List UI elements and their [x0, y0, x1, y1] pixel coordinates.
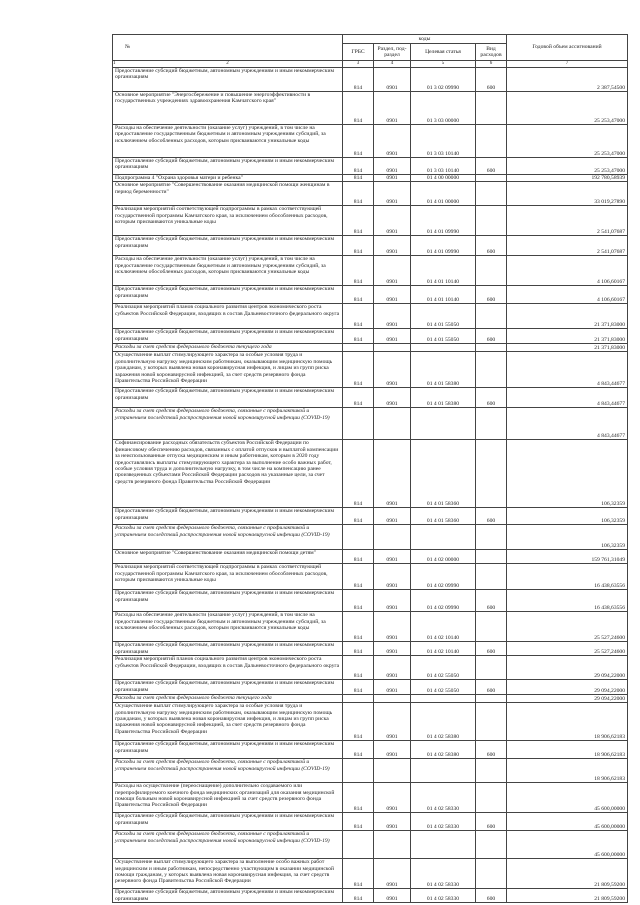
row-name: Расходы за счет средств федерального бюджета, связанные с профилактикой и устранением последствий распространения новой коронавирусной инфекции (COVID-19): [113, 831, 343, 859]
row-name: Осуществление выплат стимулирующего характера за выполнение особо важных работ медицинским и иным работникам, непосредственно участвующим в оказании медицинской помощи гражданам, у которых выявлена новая коронавирусная инфекция, за счет средств резервного фонда Правительства Российской Федерации: [113, 859, 343, 889]
row-sum: 4 106,60167: [507, 256, 628, 286]
row-expense-type: [476, 206, 507, 236]
row-expense-type: 600: [476, 680, 507, 695]
row-expense-type: [476, 695, 507, 703]
table-row: [113, 525, 628, 550]
row-sum: 18 906,62183: [507, 703, 628, 741]
row-expense-type: [476, 256, 507, 286]
budget-table-page: [112, 34, 627, 903]
row-target-article: 01 4 02 58330: [411, 889, 476, 903]
row-expense-type: [476, 352, 507, 388]
table-row: [113, 813, 628, 831]
row-name: Расходы за счет средств федерального бюджета текущего года: [113, 695, 343, 703]
row-expense-type: 600: [476, 508, 507, 525]
row-sum: 21 809,59200: [507, 859, 628, 889]
table-row: [113, 695, 628, 703]
row-expense-type: 600: [476, 590, 507, 612]
table-row: [113, 440, 628, 508]
row-sum: 4 843,44677: [507, 408, 628, 440]
column-number: 3: [343, 61, 374, 68]
row-target-article: 01 3 02 09990: [411, 68, 476, 92]
row-name: Основное мероприятие "Энергосбережение и повышение энергоэффективности в государственных учреждениях здравоохранения Камчатского края": [113, 92, 343, 125]
row-grbs: 814: [343, 175, 374, 182]
column-numbers-row: [113, 61, 628, 68]
row-expense-type: [476, 92, 507, 125]
table-row: [113, 590, 628, 612]
row-expense-type: [476, 125, 507, 158]
row-target-article: 01 4 02 58380: [411, 741, 476, 759]
table-row: [113, 206, 628, 236]
row-name: Предоставление субсидий бюджетным, автономным учреждениям и иным некоммерческим организациям: [113, 741, 343, 759]
row-name: Реализация мероприятий планов социального развития центров экономического роста субъектов Российской Федерации, входящих в состав Дальневосточного федерального округа: [113, 304, 343, 329]
row-razdel: 0901: [374, 68, 411, 92]
row-grbs: 814: [343, 68, 374, 92]
row-razdel: [374, 695, 411, 703]
row-razdel: 0901: [374, 813, 411, 831]
table-row: [113, 612, 628, 642]
table-row: [113, 550, 628, 564]
row-expense-type: 600: [476, 642, 507, 656]
row-sum: 4 843,44677: [507, 388, 628, 408]
row-sum: 45 600,00000: [507, 813, 628, 831]
row-expense-type: [476, 612, 507, 642]
row-sum: 18 906,62183: [507, 759, 628, 783]
row-sum: 21 371,83000: [507, 344, 628, 352]
row-razdel: 0901: [374, 550, 411, 564]
row-expense-type: [476, 783, 507, 813]
table-row: [113, 741, 628, 759]
column-number: 2: [113, 61, 343, 68]
row-grbs: 814: [343, 125, 374, 158]
row-grbs: 814: [343, 158, 374, 175]
row-target-article: 01 4 01 58380: [411, 352, 476, 388]
row-target-article: 01 4 02 58330: [411, 813, 476, 831]
row-razdel: 0901: [374, 783, 411, 813]
row-sum: 2 541,07687: [507, 206, 628, 236]
row-sum: 45 600,00000: [507, 783, 628, 813]
row-sum: 29 094,22000: [507, 680, 628, 695]
table-row: [113, 656, 628, 680]
row-sum: 29 094,22000: [507, 695, 628, 703]
row-sum: 106,32359: [507, 525, 628, 550]
row-grbs: 814: [343, 550, 374, 564]
row-name: Предоставление субсидий бюджетным, автономным учреждениям и иным некоммерческим организациям: [113, 388, 343, 408]
row-grbs: [343, 695, 374, 703]
row-grbs: [343, 344, 374, 352]
row-sum: 192 780,58939: [507, 175, 628, 182]
budget-table: [112, 34, 628, 903]
table-body: [113, 68, 628, 903]
row-name: Предоставление субсидий бюджетным, автономным учреждениям и иным некоммерческим организациям: [113, 680, 343, 695]
row-name: Осуществление выплат стимулирующего характера за особые условия труда и дополнительную нагрузку медицинским работникам, оказывающим медицинскую помощь гражданам, у которых выявлена новая коронавирусная инфекция, и лицам из групп риска заражения новой коронавирусной инфекцией, за счет средств резервного фонда Правительства Российской Федерации: [113, 352, 343, 388]
row-razdel: 0901: [374, 92, 411, 125]
row-target-article: [411, 344, 476, 352]
row-expense-type: 600: [476, 813, 507, 831]
row-grbs: 814: [343, 783, 374, 813]
row-grbs: 814: [343, 612, 374, 642]
row-razdel: 0901: [374, 175, 411, 182]
row-razdel: [374, 525, 411, 550]
row-sum: 21 371,83000: [507, 304, 628, 329]
row-index-number: 1: [113, 61, 116, 66]
row-razdel: 0901: [374, 206, 411, 236]
row-expense-type: 600: [476, 889, 507, 903]
row-expense-type: [476, 408, 507, 440]
row-target-article: 01 4 01 55050: [411, 329, 476, 344]
row-razdel: 0901: [374, 703, 411, 741]
row-name: Предоставление субсидий бюджетным, автономным учреждениям и иным некоммерческим организациям: [113, 642, 343, 656]
row-target-article: 01 4 02 10140: [411, 612, 476, 642]
row-expense-type: [476, 182, 507, 206]
row-razdel: 0901: [374, 680, 411, 695]
row-grbs: 814: [343, 256, 374, 286]
row-name: Расходы за счет средств федерального бюджета текущего года: [113, 344, 343, 352]
row-sum: 2 387,54500: [507, 68, 628, 92]
row-expense-type: 600: [476, 236, 507, 256]
table-row: [113, 889, 628, 903]
row-razdel: [374, 831, 411, 859]
table-row: [113, 304, 628, 329]
row-sum: 25 253,47000: [507, 125, 628, 158]
row-sum: 25 253,47000: [507, 92, 628, 125]
row-name: Расходы за счет средств федерального бюджета, связанные с профилактикой и устранением последствий распространения новой коронавирусной инфекции (COVID-19): [113, 759, 343, 783]
row-sum: 18 906,62183: [507, 741, 628, 759]
row-expense-type: [476, 304, 507, 329]
row-name: Предоставление субсидий бюджетным, автономным учреждениям и иным некоммерческим организациям: [113, 508, 343, 525]
row-razdel: 0901: [374, 508, 411, 525]
row-sum: 29 094,22000: [507, 656, 628, 680]
row-target-article: 01 3 03 10140: [411, 158, 476, 175]
row-razdel: 0901: [374, 236, 411, 256]
row-name: Реализация мероприятий планов социального развития центров экономического роста субъектов Российской Федерации, входящих в состав Дальневосточного федерального округа: [113, 656, 343, 680]
table-row: [113, 92, 628, 125]
row-name: Софинансирование расходных обязательств субъектов Российской Федерации по финансовому обеспечению расходов, связанных с оплатой отпусков и выплатой компенсации за неиспользованные отпуска медицинским и иным работникам, которым в 2020 году предоставлялись выплаты стимулирующего характера за выполнение особо важных работ, особые условия труда и дополнительную нагрузку, в том числе на компенсацию ранее произведенных субъектами Российской Федерации расходов на указанные цели, за счет средств резервного фонда Правительства Российской Федерации: [113, 440, 343, 508]
row-target-article: [411, 759, 476, 783]
row-grbs: 814: [343, 703, 374, 741]
table-row: [113, 408, 628, 440]
row-name: Предоставление субсидий бюджетным, автономным учреждениям и иным некоммерческим организациям: [113, 158, 343, 175]
row-target-article: [411, 695, 476, 703]
row-grbs: 814: [343, 813, 374, 831]
row-sum: 21 371,83000: [507, 329, 628, 344]
row-grbs: 814: [343, 889, 374, 903]
row-razdel: 0901: [374, 352, 411, 388]
row-grbs: 814: [343, 329, 374, 344]
row-expense-type: [476, 525, 507, 550]
row-name: Расходы на обеспечение деятельности (оказание услуг) учреждений, в том числе на предоставление государственным бюджетным и автономным учреждениям субсидий, за исключением обособленных расходов, которым присваиваются уникальные коды: [113, 256, 343, 286]
row-grbs: 814: [343, 286, 374, 304]
row-grbs: 814: [343, 92, 374, 125]
row-sum: 21 809,59200: [507, 889, 628, 903]
row-target-article: 01 3 03 10140: [411, 125, 476, 158]
column-number: 4: [374, 61, 411, 68]
row-target-article: 01 4 01 10140: [411, 286, 476, 304]
row-sum: 25 253,47000: [507, 158, 628, 175]
row-grbs: 814: [343, 352, 374, 388]
row-sum: 106,32359: [507, 508, 628, 525]
row-expense-type: 600: [476, 158, 507, 175]
row-target-article: 01 4 02 09990: [411, 590, 476, 612]
table-row: [113, 642, 628, 656]
row-grbs: 814: [343, 680, 374, 695]
row-grbs: 814: [343, 859, 374, 889]
row-sum: 25 527,24600: [507, 642, 628, 656]
row-sum: 4 106,60167: [507, 286, 628, 304]
table-row: [113, 703, 628, 741]
row-target-article: 01 4 00 00000: [411, 175, 476, 182]
row-grbs: 814: [343, 182, 374, 206]
row-razdel: 0901: [374, 256, 411, 286]
row-target-article: 01 4 02 58380: [411, 703, 476, 741]
header-expense-type: Вид расходов: [476, 44, 507, 61]
row-name: Расходы на осуществление (переоснащение) дополнительно создаваемого или перепрофилируемого коечного фонда медицинских организаций для оказания медицинской помощи больным новой коронавирусной инфекцией за счет средств резервного фонда Правительства Российской Федерации: [113, 783, 343, 813]
row-grbs: 814: [343, 236, 374, 256]
row-target-article: 01 4 01 58360: [411, 440, 476, 508]
row-target-article: [411, 408, 476, 440]
row-name: Предоставление субсидий бюджетным, автономным учреждениям и иным некоммерческим организациям: [113, 590, 343, 612]
table-row: [113, 783, 628, 813]
row-target-article: 01 4 02 00000: [411, 550, 476, 564]
row-name: Реализация мероприятий соответствующей подпрограммы в рамках соответствующей государственной программы Камчатского края, за исключением обособленных расходов, которым присваиваются уникальные коды: [113, 206, 343, 236]
row-name: Предоставление субсидий бюджетным, автономным учреждениям и иным некоммерческим организациям: [113, 329, 343, 344]
table-row: [113, 236, 628, 256]
row-target-article: 01 4 01 00000: [411, 182, 476, 206]
row-sum: 4 843,44677: [507, 352, 628, 388]
row-sum: 16 438,63556: [507, 590, 628, 612]
row-grbs: 814: [343, 564, 374, 590]
row-expense-type: [476, 703, 507, 741]
table-row: [113, 344, 628, 352]
table-row: [113, 182, 628, 206]
row-name: Основное мероприятие "Совершенствование оказания медицинской помощи детям": [113, 550, 343, 564]
row-razdel: 0901: [374, 859, 411, 889]
table-row: [113, 329, 628, 344]
row-grbs: 814: [343, 206, 374, 236]
row-name: Предоставление субсидий бюджетным, автономным учреждениям и иным некоммерческим организациям: [113, 68, 343, 92]
row-sum: 16 438,63556: [507, 564, 628, 590]
row-target-article: 01 4 01 55050: [411, 304, 476, 329]
row-razdel: 0901: [374, 388, 411, 408]
table-row: [113, 859, 628, 889]
row-name: Реализация мероприятий соответствующей подпрограммы в рамках соответствующей государственной программы Камчатского края, за исключением обособленных расходов, которым присваиваются уникальные коды: [113, 564, 343, 590]
row-sum: 25 527,24600: [507, 612, 628, 642]
row-razdel: 0901: [374, 656, 411, 680]
table-row: [113, 352, 628, 388]
table-row: [113, 125, 628, 158]
row-target-article: 01 4 01 09990: [411, 236, 476, 256]
row-expense-type: 600: [476, 388, 507, 408]
row-grbs: 814: [343, 388, 374, 408]
row-name: Предоставление субсидий бюджетным, автономным учреждениям и иным некоммерческим организациям: [113, 236, 343, 256]
row-expense-type: [476, 550, 507, 564]
row-expense-type: [476, 564, 507, 590]
column-number: 7: [507, 61, 628, 68]
row-grbs: [343, 759, 374, 783]
row-razdel: 0901: [374, 440, 411, 508]
row-expense-type: [476, 175, 507, 182]
row-target-article: 01 4 02 58330: [411, 859, 476, 889]
row-target-article: [411, 831, 476, 859]
row-target-article: 01 4 02 58330: [411, 783, 476, 813]
row-target-article: 01 4 01 09990: [411, 206, 476, 236]
row-razdel: 0901: [374, 590, 411, 612]
row-razdel: 0901: [374, 889, 411, 903]
row-name: Предоставление субсидий бюджетным, автономным учреждениям и иным некоммерческим организациям: [113, 286, 343, 304]
row-expense-type: 600: [476, 741, 507, 759]
row-sum: 106,32359: [507, 440, 628, 508]
row-razdel: 0901: [374, 286, 411, 304]
row-name: Расходы за счет средств федерального бюджета, связанные с профилактикой и устранением последствий распространения новой коронавирусной инфекции (COVID-19): [113, 408, 343, 440]
row-target-article: 01 4 02 55050: [411, 680, 476, 695]
row-grbs: 814: [343, 741, 374, 759]
row-name: Предоставление субсидий бюджетным, автономным учреждениям и иным некоммерческим организациям: [113, 889, 343, 903]
row-target-article: 01 4 02 55050: [411, 656, 476, 680]
header-razdel: Раздел, под-раздел: [374, 44, 411, 61]
row-razdel: 0901: [374, 182, 411, 206]
row-razdel: [374, 408, 411, 440]
row-razdel: [374, 759, 411, 783]
table-row: [113, 68, 628, 92]
column-number: 5: [411, 61, 476, 68]
row-razdel: [374, 344, 411, 352]
row-razdel: 0901: [374, 304, 411, 329]
row-razdel: 0901: [374, 564, 411, 590]
row-name: Основное мероприятие "Совершенствование оказания медицинской помощи женщинам в период беременности": [113, 182, 343, 206]
table-row: [113, 175, 628, 182]
table-row: [113, 680, 628, 695]
row-name: Подпрограмма 4 "Охрана здоровья матери и ребенка": [113, 175, 343, 182]
row-target-article: 01 3 03 00000: [411, 92, 476, 125]
table-row: [113, 759, 628, 783]
row-grbs: [343, 831, 374, 859]
row-expense-type: [476, 759, 507, 783]
row-target-article: 01 4 01 10140: [411, 256, 476, 286]
row-razdel: 0901: [374, 741, 411, 759]
table-row: [113, 286, 628, 304]
row-razdel: 0901: [374, 329, 411, 344]
row-name: Расходы на обеспечение деятельности (оказание услуг) учреждений, в том числе на предоставление государственным бюджетным и автономным учреждениям субсидий, за исключением обособленных расходов, которым присваиваются уникальные коды: [113, 125, 343, 158]
row-expense-type: [476, 656, 507, 680]
table-row: [113, 388, 628, 408]
row-grbs: 814: [343, 590, 374, 612]
row-target-article: 01 4 02 09990: [411, 564, 476, 590]
table-row: [113, 158, 628, 175]
header-grbs: ГРБС: [343, 44, 374, 61]
table-row: [113, 564, 628, 590]
row-expense-type: [476, 440, 507, 508]
table-row: [113, 508, 628, 525]
row-grbs: [343, 408, 374, 440]
row-grbs: 814: [343, 642, 374, 656]
row-name: Расходы за счет средств федерального бюджета, связанные с профилактикой и устранением последствий распространения новой коронавирусной инфекции (COVID-19): [113, 525, 343, 550]
row-grbs: 814: [343, 508, 374, 525]
row-target-article: 01 4 01 58360: [411, 508, 476, 525]
header-target-article: Целевая статья: [411, 44, 476, 61]
table-row: [113, 831, 628, 859]
row-name: Расходы на обеспечение деятельности (оказание услуг) учреждений, в том числе на предоставление государственным бюджетным и автономным учреждениям субсидий, за исключением обособленных расходов, которым присваиваются уникальные коды: [113, 612, 343, 642]
header-codes: коды: [343, 35, 507, 44]
row-expense-type: 600: [476, 286, 507, 304]
row-expense-type: 600: [476, 329, 507, 344]
row-target-article: 01 4 02 10140: [411, 642, 476, 656]
row-name: Осуществление выплат стимулирующего характера за особые условия труда и дополнительную нагрузку медицинским работникам, оказывающим медицинскую помощь гражданам, у которых выявлена новая коронавирусная инфекция, и лицам из групп риска заражения новой коронавирусной инфекцией, за счет средств резервного фонда Правительства Российской Федерации: [113, 703, 343, 741]
row-grbs: [343, 525, 374, 550]
column-number: 6: [476, 61, 507, 68]
row-sum: 45 600,00000: [507, 831, 628, 859]
row-razdel: 0901: [374, 158, 411, 175]
row-sum: 33 019,27890: [507, 182, 628, 206]
row-expense-type: [476, 344, 507, 352]
header-annual-sum: Годовой объем ассигнований: [507, 35, 628, 61]
row-grbs: 814: [343, 656, 374, 680]
row-expense-type: [476, 831, 507, 859]
row-name: Предоставление субсидий бюджетным, автономным учреждениям и иным некоммерческим организациям: [113, 813, 343, 831]
row-target-article: 01 4 01 58380: [411, 388, 476, 408]
row-target-article: [411, 525, 476, 550]
row-grbs: 814: [343, 440, 374, 508]
row-sum: 159 761,31049: [507, 550, 628, 564]
row-razdel: 0901: [374, 642, 411, 656]
header-number: №: [113, 35, 343, 61]
row-grbs: 814: [343, 304, 374, 329]
row-sum: 2 541,07687: [507, 236, 628, 256]
row-expense-type: 600: [476, 68, 507, 92]
row-razdel: 0901: [374, 612, 411, 642]
row-expense-type: [476, 859, 507, 889]
row-razdel: 0901: [374, 125, 411, 158]
table-row: [113, 256, 628, 286]
